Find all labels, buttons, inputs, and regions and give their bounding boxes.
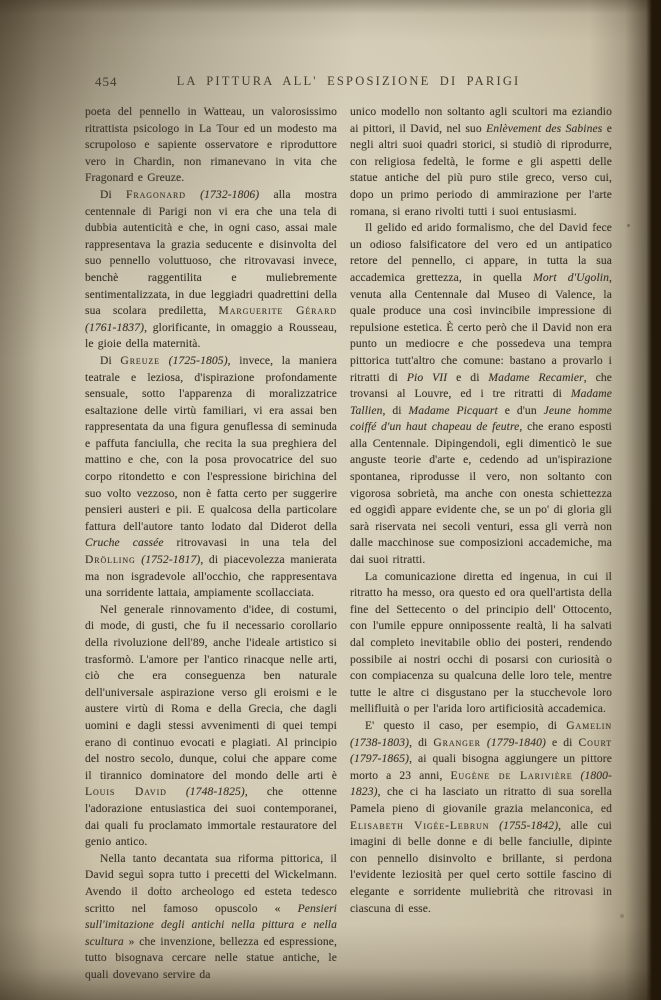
text-run: , ai quali bisogna aggiungere un pittore morto a 23 anni, bbox=[350, 752, 612, 782]
text-column-right bbox=[350, 104, 612, 990]
italic-title: (1732-1806) bbox=[200, 187, 260, 201]
text-columns bbox=[85, 104, 612, 990]
italic-title: Pensieri sull'imitazione degli antichi nella pittura e nella scultura bbox=[85, 901, 337, 948]
italic-title: Madame Recamier bbox=[488, 370, 584, 384]
text-run: , che erano esposti alla Centennale. Dipingendoli, egli dimenticò le sue anguste teorie d'arte e, cedendo ad un'ispirazione spontanea, riprodusse il vero, non soltanto con vigorosa sobrietà, ma anche con onesta schiettezza ed oggidì appare evidente che, se un po' di gloria gli sarà riservata nei secoli venturi, essa gli verrà non dalle macchinose sue composizioni accademiche, ma dai suoi ritratti. bbox=[350, 420, 612, 567]
text-run: , di bbox=[382, 403, 409, 417]
paragraph bbox=[85, 187, 337, 353]
artist-name: Louis David bbox=[85, 785, 167, 799]
text-run bbox=[490, 819, 500, 832]
text-run: e di bbox=[447, 370, 489, 384]
text-run: poeta del pennello in Watteau, un valorosissimo ritrattista psicologo in La Tour ed un modesto ma scrupoloso e sapiente osservatore e riproduttore vero in Chardin, non rimanevano in vita che Fragonard e Greuze. bbox=[85, 105, 337, 185]
italic-title: Cruche cassée bbox=[85, 536, 164, 550]
text-run: e di bbox=[545, 735, 579, 749]
paragraph bbox=[85, 353, 337, 602]
text-run: » che invenzione, bellezza ed espressione, tutto bisognava cercare nelle statue antiche, le quali dovevano servire da bbox=[85, 934, 337, 981]
artist-name: Granger bbox=[433, 735, 481, 749]
text-run: Nella tanto decantata sua riforma pittorica, il David seguì sopra tutto i precetti del Wickelmann. Avendo il dotto archeologo ed esteta tedesco scritto nel famoso opuscolo « bbox=[85, 851, 337, 915]
artist-name: Fragonard bbox=[126, 187, 186, 201]
text-run: e d'un bbox=[497, 403, 544, 417]
text-run: , glorificante, in omaggio a Rousseau, le gioie della maternità. bbox=[85, 320, 337, 351]
italic-title: (1755-1842) bbox=[499, 818, 559, 832]
text-run: Nel generale rinnovamento d'idee, di costumi, di mode, di gusti, che fu il necessario corollario della rivoluzione dell'89, anche l'ideale artistico si trasformò. L'amore per l'antico rinacque nelle arti, ciò che era conseguenza ben naturale dell'universale aspirazione verso gli eroismi e le austere virtù di Roma e della Grecia, che dagli uomini e dagli stessi avvenimenti di quei tempi erano di continuo evocati e plagiati. Al principio del nostro secolo, dunque, colui che appare come il tirannico dominatore del mondo delle arti è bbox=[85, 602, 337, 782]
italic-title: Enlèvement des Sabines bbox=[486, 121, 603, 135]
text-run: , venuta alla Centennale dal Museo di Valence, la quale produce una così invincibile impressione di repulsione estetica. È certo però che il David non era punto un mediocre e che possedeva una tempra pittorica tutt'altro che comune: bastano a provarlo i ritratti di bbox=[350, 270, 612, 384]
text-run: ritrovavasi in una tela del bbox=[163, 536, 337, 550]
paragraph bbox=[85, 104, 337, 187]
artist-name: Eugène de Larivière bbox=[450, 768, 573, 782]
artist-name: Elisabeth Vigée-Lebrun bbox=[350, 818, 490, 832]
paragraph bbox=[85, 602, 337, 851]
text-run: Di bbox=[100, 187, 127, 201]
text-run: unico modello non soltanto agli scultori ma eziandio ai pittori, il David, nel suo bbox=[350, 105, 612, 135]
artist-name: Court bbox=[578, 735, 612, 749]
text-run: , che ci ha lasciato un ritratto di sua sorella Pamela pieno di giovanile grazia melanconica, ed bbox=[350, 785, 612, 815]
artist-name: Drölling bbox=[85, 553, 136, 567]
text-run: , di bbox=[409, 735, 434, 749]
text-run bbox=[573, 769, 581, 782]
paragraph bbox=[350, 104, 612, 220]
text-run: alla mostra centennale di Parigi non vi era che una tela di dubbia autenticità e che, in ogni caso, assai male rappresentava la grazia seducente e disinvolta del suo pennello voluttuoso, che ritrovavasi invece, benchè raggentilita e muliebremente sentimentalizzata, in due leggiadri quadrettini della sua scolara prediletta, bbox=[85, 187, 337, 318]
text-run: , che ottenne l'adorazione entusiastica dei suoi contemporanei, dai quali fu proclamato immortale restauratore del genio antico. bbox=[85, 785, 337, 849]
text-column-left bbox=[85, 104, 337, 990]
italic-title: (1797-1865) bbox=[350, 752, 410, 766]
text-run: , invece, la maniera teatrale e leziosa, d'ispirazione profondamente sensuale, sotto l'apparenza di moralizzatrice esaltazione delle virtù familiari, vi era assai ben rappresentata da una figura genuflessa di seminuda e paffuta fanciulla, che recita la sua preghiera del mattino e che, con la posa provocatrice del suo corpo ritondetto e con l'espressione birichina del suo volto vezzoso, non è fatta certo per suggerire pensieri austeri e pii. E qualcosa della particolare fattura dell'autore tanto lodato dal Diderot della bbox=[85, 353, 337, 533]
text-run: Il gelido ed arido formalismo, che del David fece un odioso falsificatore del vero ed un antipatico retore del pennello, ci appare, in tutta la sua accademica grettezza, in quella bbox=[350, 221, 612, 284]
paper-speck bbox=[627, 224, 630, 227]
text-run: E' questo il caso, per esempio, di bbox=[365, 718, 567, 732]
text-run bbox=[160, 354, 169, 367]
paragraph bbox=[85, 851, 337, 984]
text-run: Di bbox=[100, 353, 121, 367]
italic-title: Madame Picquart bbox=[408, 403, 498, 417]
paragraph bbox=[350, 718, 612, 917]
text-run: La comunicazione diretta ed ingenua, in cui il ritratto ha messo, ora questo ed ora quell'artista della fine del Settecento o del principio dell' Ottocento, con l'umile eppure onnipossente realtà, li ha salvati dal completo inevitabile oblio dei posteri, rendendo possibile ai nostri occhi di posarsi con curiosità o con compiacenza su qualcuna delle loro tele, mentre tutte le altre ci disgustano per la stucchevole loro mellifluità o per l'arida loro artificiosità accademica. bbox=[350, 569, 612, 716]
paper-speck bbox=[620, 914, 624, 918]
italic-title: Mort d'Ugolin bbox=[533, 270, 609, 284]
italic-title: (1725-1805) bbox=[168, 353, 228, 367]
italic-title: (1800-1823) bbox=[350, 768, 612, 799]
italic-title: (1752-1817) bbox=[141, 553, 201, 567]
text-run bbox=[167, 785, 186, 798]
italic-title: (1738-1803) bbox=[350, 735, 410, 749]
text-run: , che trovansi al Louvre, ed i tre ritratti di bbox=[350, 370, 612, 401]
italic-title: Madame Tallien bbox=[350, 387, 612, 417]
paragraph bbox=[350, 569, 612, 718]
page-number: 454 bbox=[95, 74, 118, 89]
artist-name: Greuze bbox=[120, 353, 160, 367]
text-run bbox=[186, 188, 200, 201]
italic-title: Jeune homme coiffé d'un haut chapeau de feutre bbox=[350, 403, 612, 434]
italic-title: (1779-1840) bbox=[486, 735, 546, 749]
page-header bbox=[85, 74, 612, 94]
artist-name: Gamelin bbox=[566, 718, 612, 732]
italic-title: (1748-1825) bbox=[185, 785, 245, 799]
artist-name: Marguerite Gérard bbox=[218, 304, 337, 318]
paragraph bbox=[350, 220, 612, 568]
page-title: LA PITTURA ALL' ESPOSIZIONE DI PARIGI bbox=[176, 74, 521, 88]
text-run: e negli altri suoi quadri storici, si studiò di riprodurre, con religiosa fedeltà, le forme e gli aspetti delle statue antiche del più puro stile greco, verso cui, dopo un primo periodo di ammirazione per l'arte romana, si erano rivolti tutti i suoi entusiasmi. bbox=[350, 121, 612, 218]
text-run: , di piacevolezza manierata ma non isgradevole all'occhio, che rappresentava una sorridente lattaia, ampiamente scollacciata. bbox=[85, 553, 337, 600]
italic-title: (1761-1837) bbox=[85, 320, 145, 334]
italic-title: Pio VII bbox=[406, 370, 448, 384]
text-run: , alle cui imagini di belle donne e di belle fanciulle, dipinte con pennello disinvolto e brillante, si perdona l'evidente leziosità per quel certo sottile fascino di elegante e sorridente muliebrità che ritrovasi in ciascuna di esse. bbox=[350, 818, 612, 915]
